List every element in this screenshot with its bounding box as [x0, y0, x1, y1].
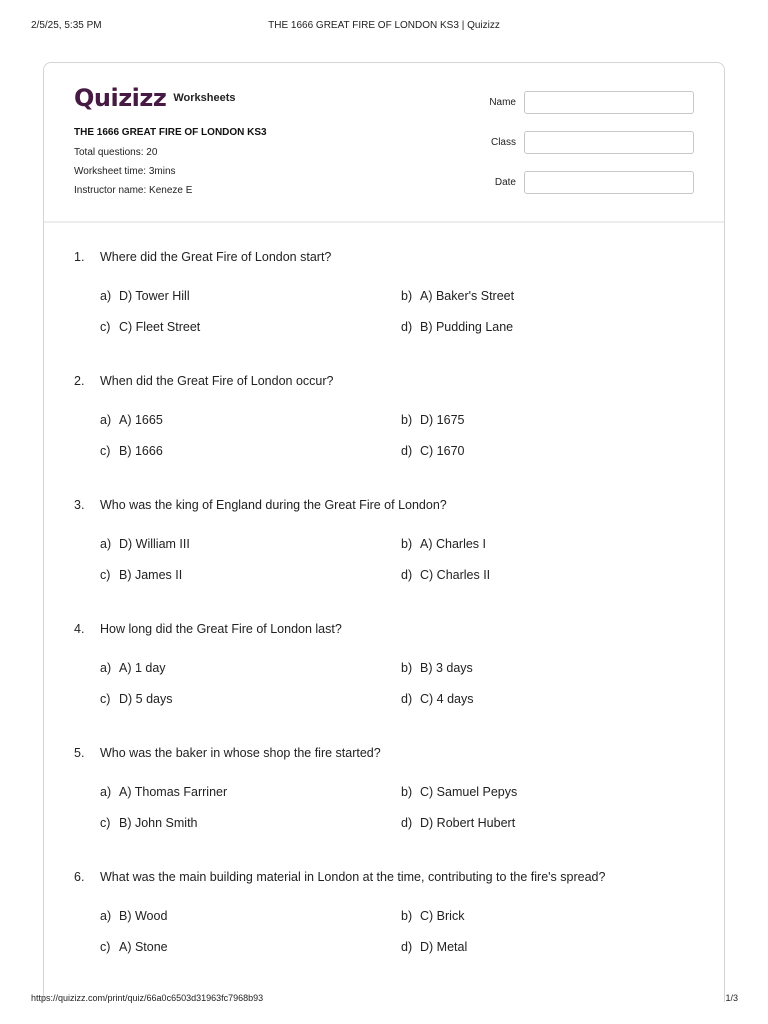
question-text: What was the main building material in London at the time, contributing to the fire's spread?	[100, 870, 606, 884]
option-letter: b)	[401, 785, 413, 799]
answer-option	[100, 661, 166, 675]
total-questions: Total questions: 20	[74, 147, 158, 158]
option-letter: a)	[100, 909, 112, 923]
option-letter: b)	[401, 537, 413, 551]
option-letter: c)	[100, 816, 111, 830]
name-field[interactable]	[524, 91, 694, 114]
option-letter: d)	[401, 568, 413, 582]
option-letter: b)	[401, 289, 413, 303]
option-text: A) 1 day	[119, 661, 166, 675]
question	[44, 498, 724, 618]
answer-option	[100, 785, 227, 799]
worksheet-sheet	[43, 62, 725, 1002]
worksheet-time: Worksheet time: 3mins	[74, 166, 176, 177]
answer-option	[401, 320, 513, 334]
question-text: When did the Great Fire of London occur?	[100, 374, 334, 388]
option-text: B) 3 days	[420, 661, 473, 675]
question	[44, 250, 724, 370]
print-url: https://quizizz.com/print/quiz/66a0c6503d31963fc7968b93	[31, 993, 264, 1003]
worksheet-title: THE 1666 GREAT FIRE OF LONDON KS3	[74, 127, 267, 138]
option-letter: b)	[401, 413, 413, 427]
option-letter: b)	[401, 909, 413, 923]
option-text: B) 1666	[119, 444, 163, 458]
option-letter: c)	[100, 444, 111, 458]
option-letter: d)	[401, 320, 413, 334]
question-number: 2.	[74, 374, 85, 388]
option-text: C) Brick	[420, 909, 465, 923]
answer-option	[401, 816, 515, 830]
answer-option	[401, 785, 517, 799]
option-text: B) John Smith	[119, 816, 198, 830]
worksheet-info-block	[44, 63, 724, 223]
answer-option	[401, 940, 467, 954]
question-number: 4.	[74, 622, 85, 636]
question	[44, 746, 724, 866]
answer-option	[100, 289, 190, 303]
answer-option	[100, 320, 200, 334]
print-header	[0, 20, 768, 34]
option-letter: a)	[100, 661, 112, 675]
option-letter: c)	[100, 568, 111, 582]
name-label: Name	[489, 97, 516, 108]
option-text: D) William III	[119, 537, 190, 551]
option-text: B) Pudding Lane	[420, 320, 514, 334]
option-text: A) Charles I	[420, 537, 486, 551]
answer-option	[100, 444, 163, 458]
question-text: How long did the Great Fire of London last?	[100, 622, 342, 636]
answer-option	[401, 692, 474, 706]
answer-option	[401, 909, 464, 923]
question	[44, 622, 724, 742]
option-letter: a)	[100, 413, 112, 427]
option-letter: a)	[100, 785, 112, 799]
answer-option	[401, 289, 514, 303]
answer-option	[100, 909, 167, 923]
option-letter: d)	[401, 940, 413, 954]
date-label: Date	[494, 177, 516, 188]
option-text: C) 1670	[420, 444, 465, 458]
instructor-name: Instructor name: Keneze E	[74, 185, 193, 196]
question-text: Who was the baker in whose shop the fire started?	[100, 746, 381, 760]
option-text: D) Tower Hill	[119, 289, 190, 303]
option-text: A) Baker's Street	[420, 289, 515, 303]
answer-option	[401, 413, 464, 427]
print-doc-title: THE 1666 GREAT FIRE OF LONDON KS3 | Quizizz	[268, 20, 500, 31]
answer-option	[100, 692, 173, 706]
option-text: C) Charles II	[420, 568, 491, 582]
option-text: A) 1665	[119, 413, 163, 427]
option-text: B) Wood	[119, 909, 168, 923]
question-text: Who was the king of England during the Great Fire of London?	[100, 498, 447, 512]
question-number: 5.	[74, 746, 85, 760]
date-field[interactable]	[524, 171, 694, 194]
option-text: B) James II	[119, 568, 183, 582]
option-text: D) 1675	[420, 413, 465, 427]
option-letter: c)	[100, 940, 111, 954]
page-number: 1/3	[725, 993, 738, 1003]
option-text: D) 5 days	[119, 692, 173, 706]
question-number: 3.	[74, 498, 85, 512]
answer-option	[100, 568, 182, 582]
answer-option	[100, 940, 168, 954]
worksheets-label: Worksheets	[173, 92, 236, 104]
option-text: A) Thomas Farriner	[119, 785, 228, 799]
question-text: Where did the Great Fire of London start?	[100, 250, 332, 264]
answer-option	[100, 816, 198, 830]
quizizz-logo-mark: Quizizz	[74, 84, 167, 112]
print-footer	[0, 993, 768, 1007]
option-text: D) Robert Hubert	[420, 816, 516, 830]
question-number: 1.	[74, 250, 85, 264]
question	[44, 870, 724, 990]
question	[44, 374, 724, 494]
question-number: 6.	[74, 870, 85, 884]
option-letter: a)	[100, 537, 112, 551]
answer-option	[401, 444, 464, 458]
answer-option	[401, 537, 486, 551]
option-text: D) Metal	[420, 940, 468, 954]
answer-option	[401, 568, 490, 582]
option-text: C) Samuel Pepys	[420, 785, 518, 799]
class-field[interactable]	[524, 131, 694, 154]
option-letter: a)	[100, 289, 112, 303]
option-letter: c)	[100, 692, 111, 706]
option-letter: c)	[100, 320, 111, 334]
answer-option	[100, 413, 163, 427]
class-label: Class	[490, 137, 516, 148]
option-text: A) Stone	[119, 940, 168, 954]
answer-option	[100, 537, 190, 551]
option-letter: b)	[401, 661, 413, 675]
option-letter: d)	[401, 692, 413, 706]
print-datetime: 2/5/25, 5:35 PM	[31, 20, 102, 31]
option-text: C) Fleet Street	[119, 320, 201, 334]
quizizz-logo	[74, 85, 236, 111]
option-letter: d)	[401, 816, 413, 830]
answer-option	[401, 661, 473, 675]
option-text: C) 4 days	[420, 692, 474, 706]
option-letter: d)	[401, 444, 413, 458]
